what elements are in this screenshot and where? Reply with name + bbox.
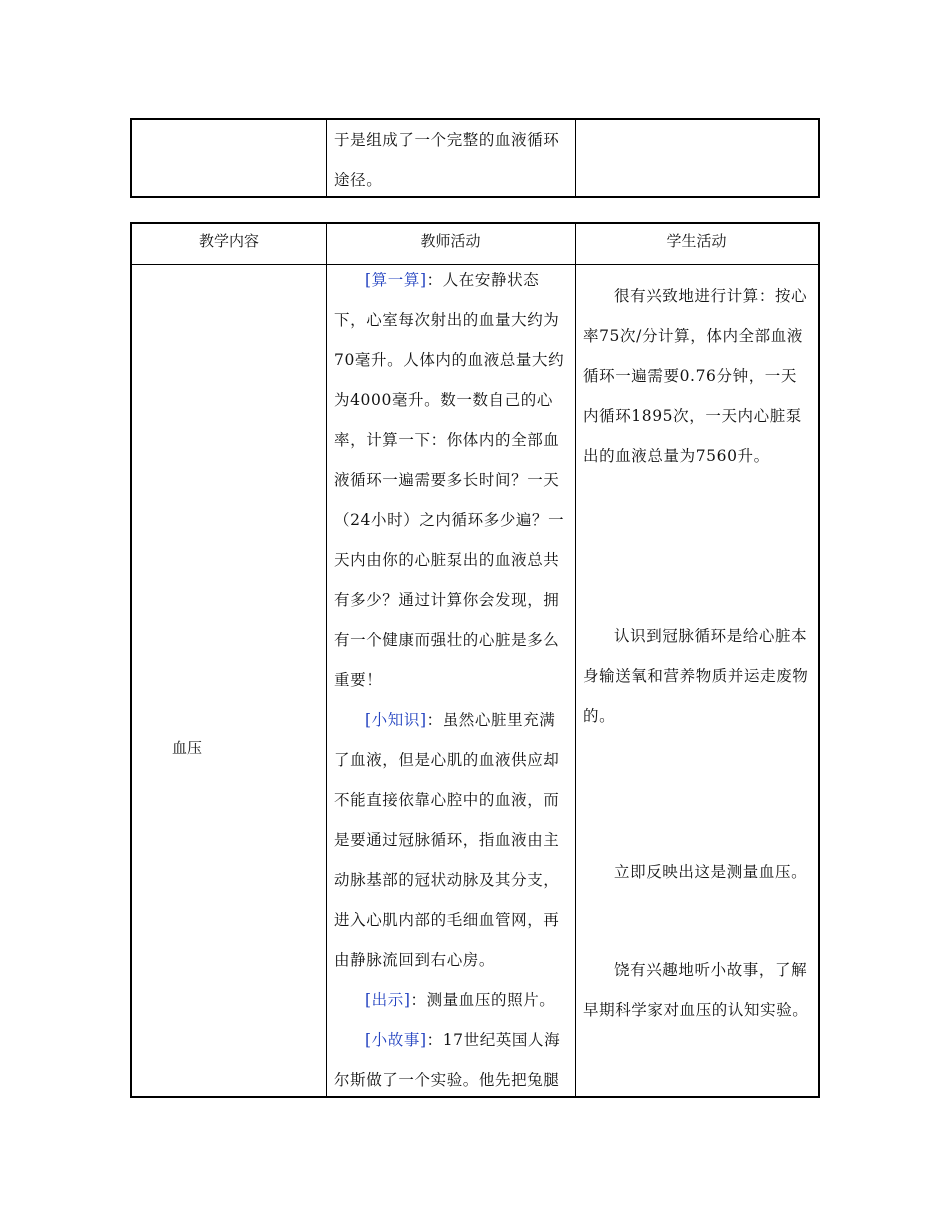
student-bp-response: 立即反映出这是测量血压。 <box>614 863 808 881</box>
teacher-column <box>326 224 576 1096</box>
teacher-cell <box>326 120 576 196</box>
calc-paragraph: [算一算]：人在安静状态下，心室每次射出的血量大约为70毫升。人体内的血液总量大约为4000毫升。数一数自己的心率，计算一下：你体内的全部血液循环一遍需要多长时间？一天（24小时）之内循环多少遍？一天内由你的心脏泵出的血液总共有多少？通过计算你会发现，拥有一个健康而强壮的心脏是多么重要！ <box>334 271 565 689</box>
show-tag: [出示] <box>365 991 411 1009</box>
teacher-continued-text: 于是组成了一个完整的血液循环途径。 <box>334 131 560 189</box>
header-student: 学生活动 <box>666 232 727 250</box>
header-content: 教学内容 <box>198 232 259 250</box>
story-paragraph: [小故事]：17世纪英国人海尔斯做了一个实验。他先把兔腿 <box>334 1031 561 1089</box>
story-tag: [小故事] <box>365 1031 427 1049</box>
topic-label: 血压 <box>172 739 203 757</box>
knowledge-paragraph: [小知识]：虽然心脏里充满了血液，但是心肌的血液供应却不能直接依靠心腔中的血液，而是要通过冠脉循环，指血液由主动脉基部的冠状动脉及其分支，进入心肌内部的毛细血管网，再由静脉流回到右心房。 <box>334 711 560 969</box>
show-paragraph: [出示]：测量血压的照片。 <box>365 991 556 1009</box>
student-coronary-response: 认识到冠脉循环是给心脏本身输送氧和营养物质并运走废物的。 <box>583 627 809 725</box>
header-teacher: 教师活动 <box>420 232 481 250</box>
student-story-response: 饶有兴趣地听小故事，了解早期科学家对血压的认知实验。 <box>583 961 809 1019</box>
knowledge-tag: [小知识] <box>365 711 427 729</box>
continued-table <box>130 118 820 198</box>
content-cell <box>132 120 327 196</box>
lesson-table <box>130 222 820 1098</box>
content-column <box>132 224 327 1096</box>
calc-tag: [算一算] <box>365 271 427 289</box>
teacher-activity <box>334 260 569 1100</box>
student-cell <box>575 120 818 196</box>
student-column <box>575 224 818 1096</box>
student-calc-response: 很有兴致地进行计算：按心率75次/分计算，体内全部血液循环一遍需要0.76分钟，一天内循环1895次，一天内心脏泵出的血液总量为7560升。 <box>583 287 808 465</box>
